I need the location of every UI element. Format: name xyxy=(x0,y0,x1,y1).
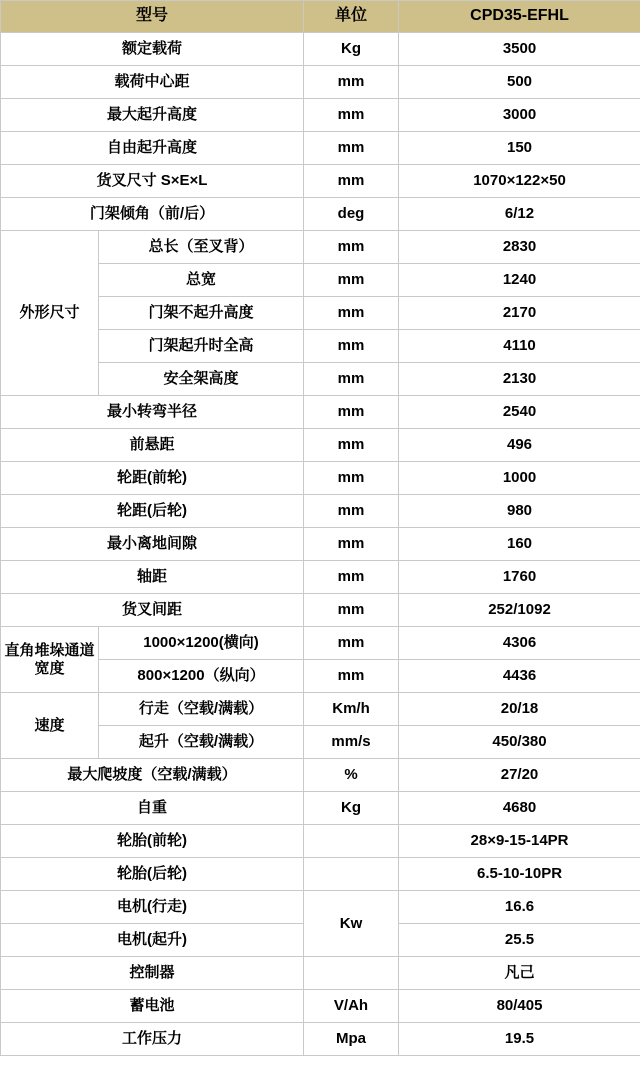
row-unit: mm xyxy=(304,495,399,528)
row-unit: % xyxy=(304,759,399,792)
row-value: 3000 xyxy=(399,99,640,132)
row-value: 6.5-10-10PR xyxy=(399,858,640,891)
table-row xyxy=(1,561,640,594)
row-value: 980 xyxy=(399,495,640,528)
table-row xyxy=(1,990,640,1023)
row-label: 轴距 xyxy=(1,561,304,594)
row-label: 自由起升高度 xyxy=(1,132,304,165)
row-value: 1240 xyxy=(399,264,640,297)
row-value: 2130 xyxy=(399,363,640,396)
row-label: 电机(行走) xyxy=(1,891,304,924)
row-unit: mm xyxy=(304,297,399,330)
table-row xyxy=(1,891,640,924)
row-unit: mm xyxy=(304,66,399,99)
table-row xyxy=(1,33,640,66)
table-row xyxy=(1,858,640,891)
row-label: 前悬距 xyxy=(1,429,304,462)
table-row xyxy=(1,693,640,726)
table-header-row xyxy=(1,1,640,33)
row-unit: deg xyxy=(304,198,399,231)
row-label: 最小离地间隙 xyxy=(1,528,304,561)
row-sub-label: 总宽 xyxy=(99,264,304,297)
row-label: 轮距(后轮) xyxy=(1,495,304,528)
row-unit: mm xyxy=(304,132,399,165)
header-unit: 单位 xyxy=(304,1,399,33)
row-value: 4436 xyxy=(399,660,640,693)
row-unit: mm xyxy=(304,462,399,495)
row-value: 20/18 xyxy=(399,693,640,726)
row-value: 1000 xyxy=(399,462,640,495)
row-unit xyxy=(304,858,399,891)
table-row xyxy=(1,462,640,495)
row-sub-label: 门架不起升高度 xyxy=(99,297,304,330)
table-row xyxy=(1,396,640,429)
row-value: 2170 xyxy=(399,297,640,330)
row-label: 轮距(前轮) xyxy=(1,462,304,495)
row-unit: V/Ah xyxy=(304,990,399,1023)
row-label: 货叉尺寸 S×E×L xyxy=(1,165,304,198)
row-unit: mm xyxy=(304,660,399,693)
table-row xyxy=(1,132,640,165)
row-unit xyxy=(304,957,399,990)
row-unit: mm xyxy=(304,165,399,198)
table-row xyxy=(1,99,640,132)
row-value: 1760 xyxy=(399,561,640,594)
row-value: 450/380 xyxy=(399,726,640,759)
row-unit: mm/s xyxy=(304,726,399,759)
row-label: 工作压力 xyxy=(1,1023,304,1056)
table-row xyxy=(1,1023,640,1056)
row-unit: Mpa xyxy=(304,1023,399,1056)
row-sub-label: 起升（空载/满载） xyxy=(99,726,304,759)
row-value: 19.5 xyxy=(399,1023,640,1056)
row-value: 160 xyxy=(399,528,640,561)
row-group-label: 速度 xyxy=(1,693,99,759)
row-unit: mm xyxy=(304,429,399,462)
row-value: 凡己 xyxy=(399,957,640,990)
table-row xyxy=(1,627,640,660)
row-sub-label: 800×1200（纵向） xyxy=(99,660,304,693)
row-unit: mm xyxy=(304,594,399,627)
row-value: 496 xyxy=(399,429,640,462)
row-label: 额定载荷 xyxy=(1,33,304,66)
row-label: 最大起升高度 xyxy=(1,99,304,132)
row-unit: mm xyxy=(304,231,399,264)
table-row xyxy=(1,528,640,561)
row-group-label: 直角堆垛通道宽度 xyxy=(1,627,99,693)
row-unit: mm xyxy=(304,99,399,132)
row-label: 电机(起升) xyxy=(1,924,304,957)
table-row xyxy=(1,66,640,99)
row-label: 控制器 xyxy=(1,957,304,990)
row-unit: mm xyxy=(304,561,399,594)
row-unit: mm xyxy=(304,363,399,396)
row-unit: Kg xyxy=(304,792,399,825)
row-unit: Km/h xyxy=(304,693,399,726)
row-value: 80/405 xyxy=(399,990,640,1023)
row-value: 2540 xyxy=(399,396,640,429)
row-value: 16.6 xyxy=(399,891,640,924)
row-unit: mm xyxy=(304,396,399,429)
row-sub-label: 安全架高度 xyxy=(99,363,304,396)
row-value: 500 xyxy=(399,66,640,99)
row-unit xyxy=(304,825,399,858)
row-value: 4306 xyxy=(399,627,640,660)
row-value: 3500 xyxy=(399,33,640,66)
row-unit: mm xyxy=(304,627,399,660)
header-value: CPD35-EFHL xyxy=(399,1,640,33)
row-value: 28×9-15-14PR xyxy=(399,825,640,858)
row-group-label: 外形尺寸 xyxy=(1,231,99,396)
header-model: 型号 xyxy=(1,1,304,33)
row-unit: mm xyxy=(304,330,399,363)
row-unit: mm xyxy=(304,528,399,561)
table-header xyxy=(1,1,640,33)
row-value: 4110 xyxy=(399,330,640,363)
row-sub-label: 总长（至叉背） xyxy=(99,231,304,264)
row-label: 最大爬坡度（空载/满载） xyxy=(1,759,304,792)
table-row xyxy=(1,231,640,264)
row-value: 252/1092 xyxy=(399,594,640,627)
row-label: 货叉间距 xyxy=(1,594,304,627)
row-value: 2830 xyxy=(399,231,640,264)
row-value: 1070×122×50 xyxy=(399,165,640,198)
row-value: 4680 xyxy=(399,792,640,825)
table-row xyxy=(1,957,640,990)
table-row xyxy=(1,495,640,528)
table-row xyxy=(1,759,640,792)
row-value: 25.5 xyxy=(399,924,640,957)
row-label: 轮胎(后轮) xyxy=(1,858,304,891)
row-label: 门架倾角（前/后） xyxy=(1,198,304,231)
row-unit: Kg xyxy=(304,33,399,66)
row-unit: mm xyxy=(304,264,399,297)
row-label: 载荷中心距 xyxy=(1,66,304,99)
table-row xyxy=(1,429,640,462)
table-row xyxy=(1,825,640,858)
row-sub-label: 行走（空载/满载） xyxy=(99,693,304,726)
row-label: 轮胎(前轮) xyxy=(1,825,304,858)
table-row xyxy=(1,594,640,627)
table-row xyxy=(1,198,640,231)
row-label: 蓄电池 xyxy=(1,990,304,1023)
row-sub-label: 1000×1200(横向) xyxy=(99,627,304,660)
table-row xyxy=(1,165,640,198)
row-value: 27/20 xyxy=(399,759,640,792)
row-value: 150 xyxy=(399,132,640,165)
row-sub-label: 门架起升时全高 xyxy=(99,330,304,363)
row-label: 最小转弯半径 xyxy=(1,396,304,429)
row-unit: Kw xyxy=(304,891,399,957)
table-body xyxy=(1,33,640,1056)
row-value: 6/12 xyxy=(399,198,640,231)
row-label: 自重 xyxy=(1,792,304,825)
table-row xyxy=(1,792,640,825)
